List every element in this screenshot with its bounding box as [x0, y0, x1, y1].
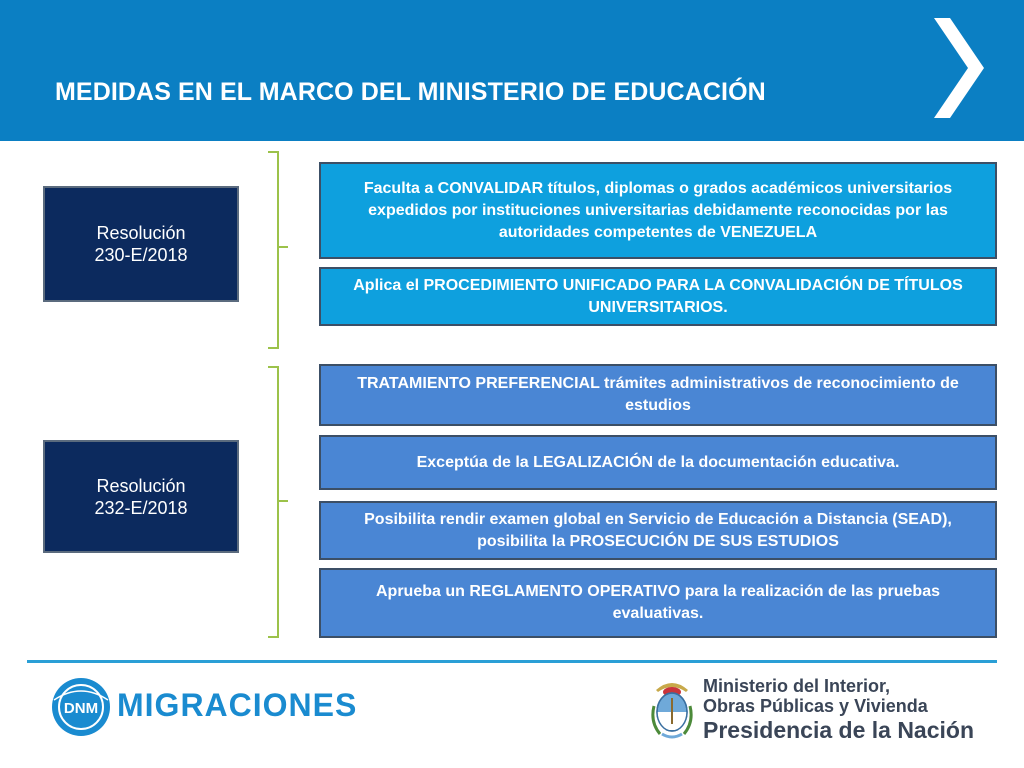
header-banner [0, 0, 1024, 141]
ministry-line-2: Obras Públicas y Vivienda [703, 696, 928, 716]
dnm-logo-badge: DNM [63, 700, 99, 717]
page-title: MEDIDAS EN EL MARCO DEL MINISTERIO DE EDUCACIÓN [55, 78, 766, 106]
dnm-logo-icon [50, 676, 112, 738]
measure-item: Faculta a CONVALIDAR títulos, diplomas o grados académicos universitarios expedidos por instituciones universitarias debidamente reconocidas por las autoridades competentes de VENEZUELA [319, 162, 997, 259]
brace-bracket-icon [264, 150, 290, 350]
resolution-number: 230-E/2018 [94, 245, 188, 265]
ministry-signature [703, 676, 974, 744]
resolution-number: 232-E/2018 [94, 497, 188, 518]
resolution-label: Resolución [96, 475, 186, 496]
ministry-line-1: Ministerio del Interior, [703, 676, 891, 696]
resolution-label: Resolución [96, 223, 186, 243]
resolution-232-box [43, 440, 239, 553]
brace-bracket-icon [264, 365, 290, 639]
national-seal-icon [650, 676, 694, 740]
chevron-right-icon [930, 18, 986, 118]
resolution-230-box [43, 186, 239, 302]
measure-item: Posibilita rendir examen global en Servicio de Educación a Distancia (SEAD), posibilita la PROSECUCIÓN DE SUS ESTUDIOS [319, 501, 997, 560]
presidency-line: Presidencia de la Nación [703, 717, 975, 743]
measure-item: TRATAMIENTO PREFERENCIAL trámites administrativos de reconocimiento de estudios [319, 364, 997, 426]
measure-item: Aplica el PROCEDIMIENTO UNIFICADO PARA LA CONVALIDACIÓN DE TÍTULOS UNIVERSITARIOS. [319, 267, 997, 326]
measure-item: Aprueba un REGLAMENTO OPERATIVO para la realización de las pruebas evaluativas. [319, 568, 997, 638]
migraciones-wordmark: MIGRACIONES [117, 687, 358, 723]
footer-divider [27, 660, 997, 663]
measure-item: Exceptúa de la LEGALIZACIÓN de la documentación educativa. [319, 435, 997, 490]
